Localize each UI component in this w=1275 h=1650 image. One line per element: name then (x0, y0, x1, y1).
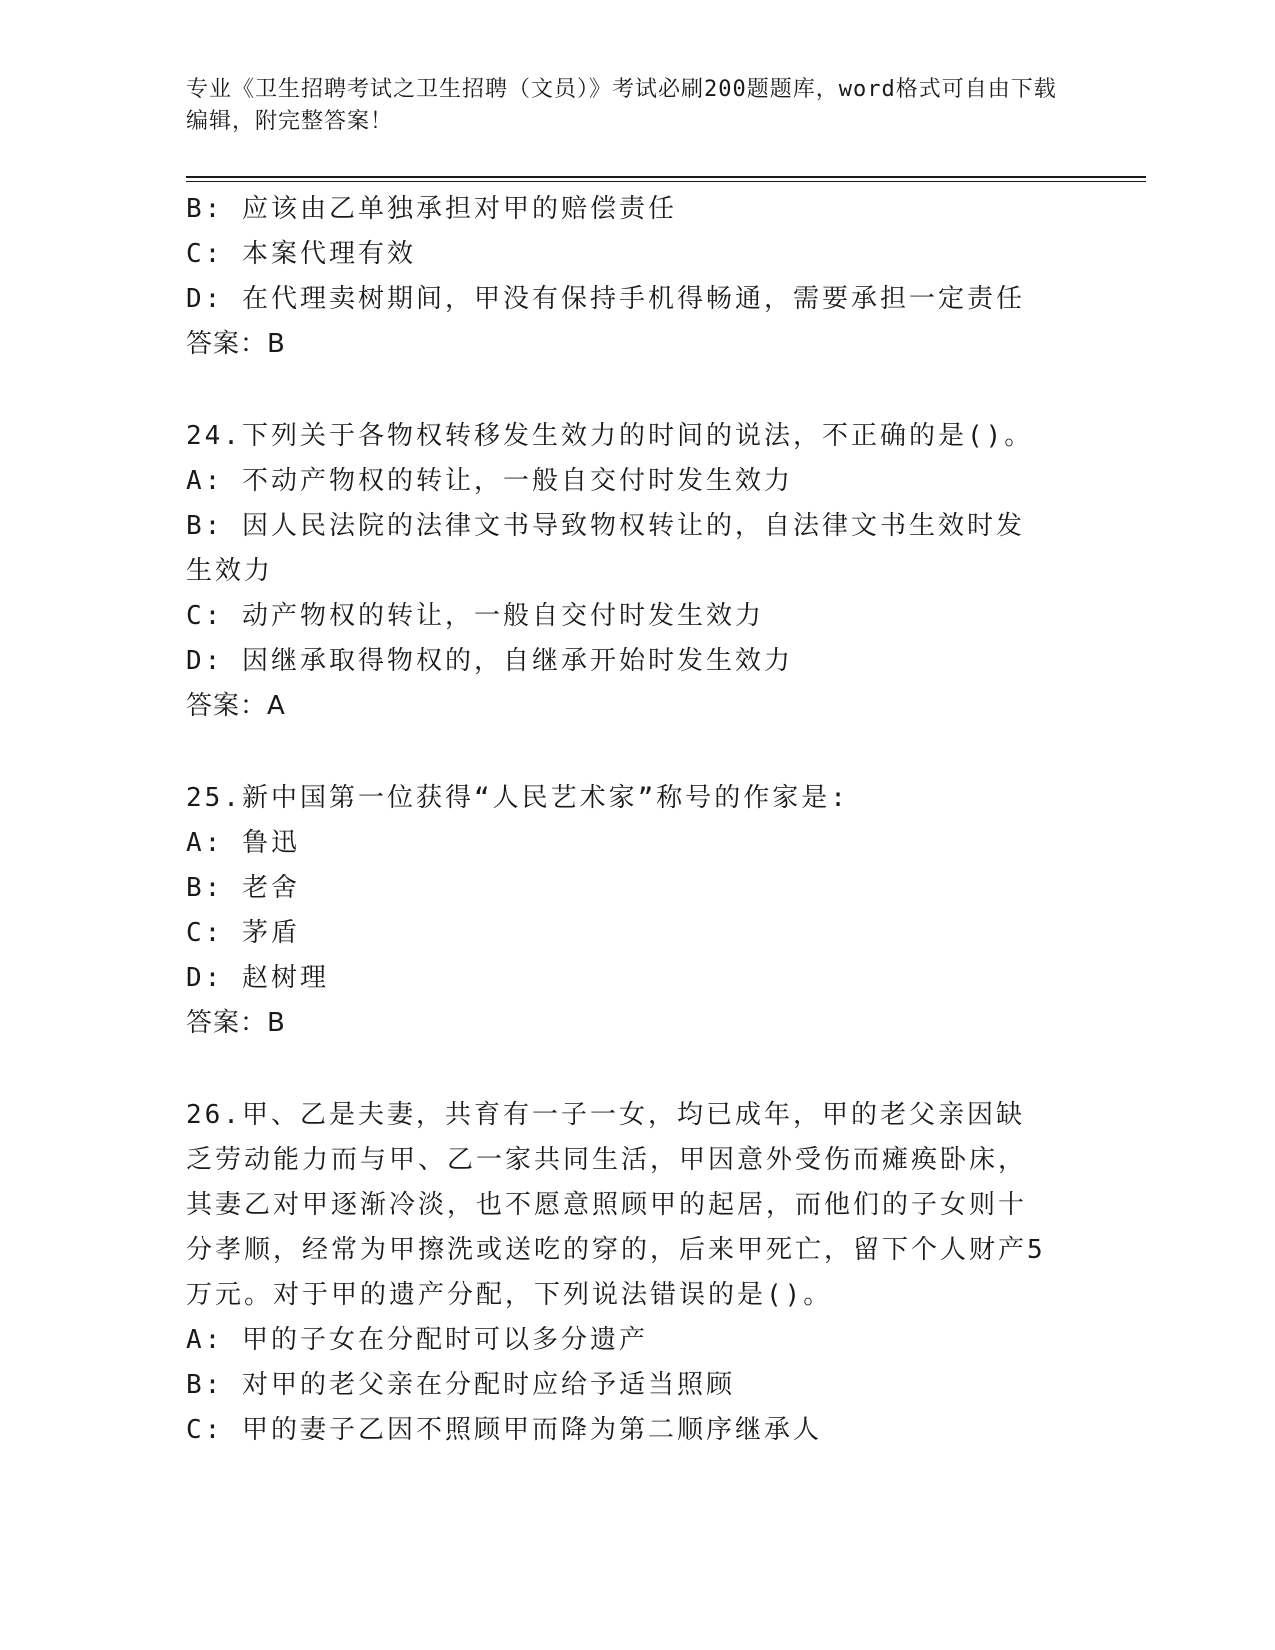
question-content (186, 187, 1086, 1453)
option-a: A: 甲的子女在分配时可以多分遗产 (186, 1325, 648, 1355)
question-25 (186, 776, 1086, 1046)
option-c: C: 茅盾 (186, 918, 300, 948)
question-text: 24.下列关于各物权转移发生效力的时间的说法，不正确的是()。 (186, 421, 1034, 451)
answer-line: 答案：A (186, 691, 286, 721)
question-text: 25.新中国第一位获得“人民艺术家”称号的作家是: (186, 783, 849, 813)
header-rule-thin (186, 181, 1146, 182)
spacer (186, 729, 1086, 776)
option-b: B: 应该由乙单独承担对甲的赔偿责任 (186, 194, 677, 224)
header-rule-thick (186, 176, 1146, 178)
document-header (186, 74, 1066, 138)
option-a: A: 不动产物权的转让，一般自交付时发生效力 (186, 466, 793, 496)
question-text: 26.甲、乙是夫妻，共育有一子一女，均已成年，甲的老父亲因缺乏劳动能力而与甲、乙一家共同生活，甲因意外受伤而瘫痪卧床，其妻乙对甲逐渐冷淡，也不愿意照顾甲的起居，而他们的子女则十分孝顺，经常为甲擦洗或送吃的穿的，后来甲死亡，留下个人财产5万元。对于甲的遗产分配，下列说法错误的是()。 (186, 1100, 1046, 1310)
answer-line: 答案：B (186, 329, 286, 359)
answer-line: 答案：B (186, 1008, 286, 1038)
option-d: D: 在代理卖树期间，甲没有保持手机得畅通，需要承担一定责任 (186, 284, 1025, 314)
question-23-tail (186, 187, 1086, 367)
spacer (186, 1046, 1086, 1093)
option-d: D: 赵树理 (186, 963, 329, 993)
option-b: B: 对甲的老父亲在分配时应给予适当照顾 (186, 1370, 735, 1400)
option-c: C: 本案代理有效 (186, 239, 416, 269)
spacer (186, 367, 1086, 414)
option-c: C: 动产物权的转让，一般自交付时发生效力 (186, 601, 764, 631)
option-d: D: 因继承取得物权的，自继承开始时发生效力 (186, 646, 793, 676)
question-24 (186, 414, 1086, 729)
option-b: B: 老舍 (186, 873, 300, 903)
option-a: A: 鲁迅 (186, 828, 300, 858)
option-c: C: 甲的妻子乙因不照顾甲而降为第二顺序继承人 (186, 1415, 822, 1445)
option-b: B: 因人民法院的法律文书导致物权转让的，自法律文书生效时发生效力 (186, 511, 1025, 586)
header-title: 专业《卫生招聘考试之卫生招聘（文员）》考试必刷200题题库，word格式可自由下载编辑，附完整答案！ (186, 77, 1057, 134)
question-26 (186, 1093, 1086, 1453)
